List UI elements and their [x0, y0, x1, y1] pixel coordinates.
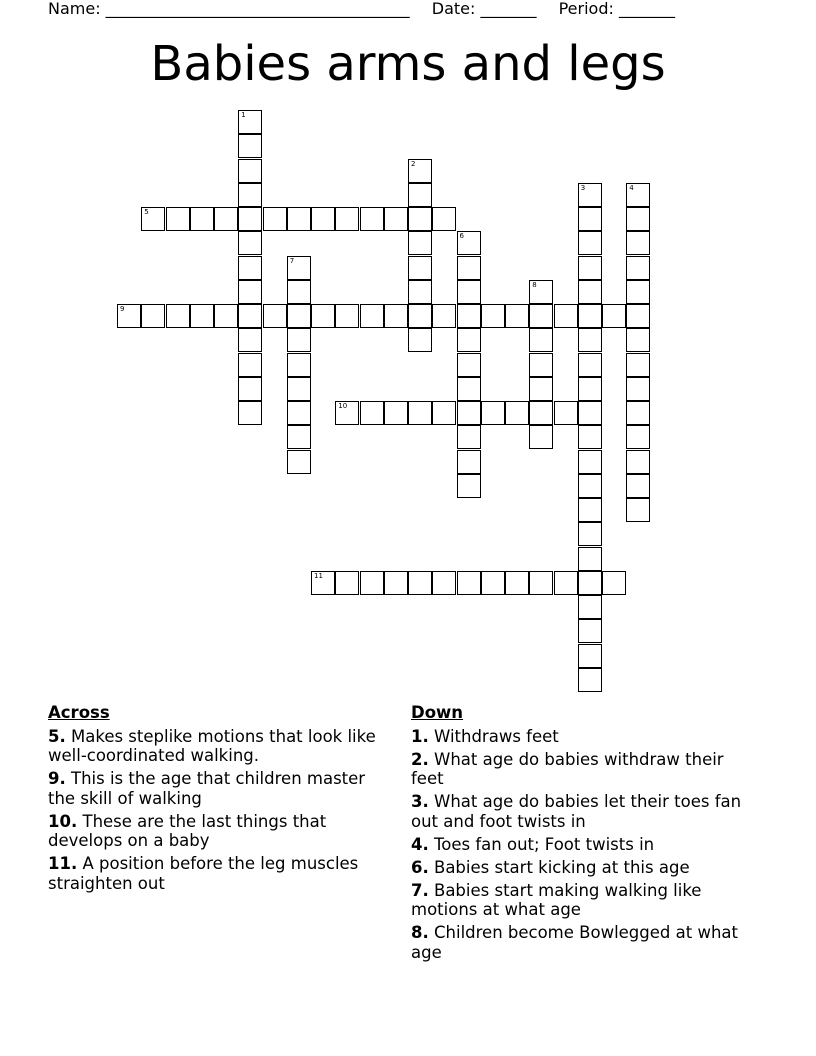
crossword-cell[interactable] [287, 256, 311, 280]
clue-text: Babies start making walking like motions at what age [411, 880, 702, 919]
crossword-cell[interactable] [384, 401, 408, 425]
crossword-cell[interactable] [311, 571, 335, 595]
crossword-cell[interactable] [238, 401, 262, 425]
crossword-cell[interactable] [166, 207, 190, 231]
clue-number-label: 8. [411, 923, 429, 942]
crossword-cell[interactable] [335, 304, 359, 328]
crossword-cell[interactable] [578, 304, 602, 328]
crossword-cell[interactable] [408, 401, 432, 425]
crossword-cell[interactable] [141, 304, 165, 328]
crossword-cell[interactable] [263, 207, 287, 231]
crossword-cell[interactable] [287, 401, 311, 425]
crossword-cell[interactable] [626, 377, 650, 401]
crossword-cell[interactable] [626, 450, 650, 474]
crossword-cell[interactable] [554, 401, 578, 425]
crossword-cell[interactable] [626, 256, 650, 280]
crossword-cell[interactable] [578, 522, 602, 546]
clue-number-label: 5. [48, 726, 66, 746]
clue-number: 9 [120, 305, 125, 313]
crossword-cell[interactable] [287, 304, 311, 328]
clue-number-label: 1. [411, 726, 429, 746]
crossword-cell[interactable] [457, 231, 481, 255]
clue-text: What age do babies let their toes fan out and foot twists in [411, 792, 742, 831]
crossword-cell[interactable] [384, 207, 408, 231]
clue-number-label: 7. [411, 880, 429, 900]
clue-number: 7 [289, 256, 295, 265]
crossword-cell[interactable] [214, 304, 238, 328]
crossword-cell[interactable] [408, 256, 432, 280]
crossword-cell[interactable] [457, 401, 481, 425]
crossword-cell[interactable] [238, 256, 262, 280]
crossword-cell[interactable] [529, 401, 553, 425]
crossword-cell[interactable] [529, 280, 553, 304]
crossword-cell[interactable] [578, 328, 602, 352]
crossword-cell[interactable] [529, 377, 553, 401]
crossword-cell[interactable] [578, 547, 602, 571]
crossword-cell[interactable] [408, 207, 432, 231]
clue-number: 8 [532, 280, 537, 289]
down-clue [411, 727, 761, 747]
crossword-cell[interactable] [263, 304, 287, 328]
crossword-cell[interactable] [505, 304, 529, 328]
crossword-cell[interactable] [481, 304, 505, 328]
crossword-cell[interactable] [408, 304, 432, 328]
crossword-cell[interactable] [287, 328, 311, 352]
down-clue-list [411, 727, 761, 963]
clue-number-label: 11. [48, 854, 78, 873]
crossword-cell[interactable] [190, 304, 214, 328]
crossword-cell[interactable] [457, 256, 481, 280]
crossword-cell[interactable] [432, 571, 456, 595]
crossword-cell[interactable] [384, 304, 408, 328]
crossword-cell[interactable] [481, 571, 505, 595]
crossword-cell[interactable] [432, 207, 456, 231]
crossword-cell[interactable] [457, 328, 481, 352]
crossword-cell[interactable] [238, 134, 262, 158]
crossword-cell[interactable] [311, 304, 335, 328]
crossword-cell[interactable] [117, 304, 141, 328]
crossword-cell[interactable] [238, 280, 262, 304]
crossword-cell[interactable] [578, 280, 602, 304]
crossword-cell[interactable] [554, 304, 578, 328]
crossword-cell[interactable] [238, 304, 262, 328]
crossword-cell[interactable] [578, 571, 602, 595]
across-heading: Across [48, 703, 110, 722]
clue-text: A position before the leg muscles straighten out [48, 854, 359, 893]
crossword-cell[interactable] [578, 595, 602, 619]
clue-number: 3 [580, 183, 586, 192]
crossword-cell[interactable] [238, 110, 262, 134]
clue-text: Makes steplike motions that look like well-coordinated walking. [48, 726, 376, 765]
clue-number: 10 [338, 402, 348, 410]
clue-number-label: 3. [411, 792, 429, 811]
clue-text: Children become Bowlegged at what age [411, 923, 738, 962]
crossword-cell[interactable] [238, 207, 262, 231]
crossword-cell[interactable] [529, 304, 553, 328]
clue-text: Babies start kicking at this age [434, 857, 690, 877]
down-heading: Down [411, 703, 464, 722]
clue-number: 2 [411, 159, 416, 168]
crossword-cell[interactable] [626, 425, 650, 449]
crossword-cell[interactable] [578, 425, 602, 449]
crossword-cell[interactable] [626, 328, 650, 352]
page-title: Babies arms and legs [150, 36, 666, 92]
down-clue [411, 923, 761, 962]
crossword-cell[interactable] [578, 644, 602, 668]
crossword-cell[interactable] [360, 401, 384, 425]
clue-number: 1 [241, 111, 246, 119]
crossword-cell[interactable] [505, 401, 529, 425]
crossword-cell[interactable] [408, 183, 432, 207]
across-clue-list [48, 727, 388, 894]
crossword-cell[interactable] [529, 328, 553, 352]
crossword-cell[interactable] [457, 377, 481, 401]
crossword-cell[interactable] [457, 425, 481, 449]
crossword-cell[interactable] [287, 425, 311, 449]
crossword-cell[interactable] [578, 474, 602, 498]
clue-number: 4 [629, 183, 634, 192]
crossword-cell[interactable] [335, 571, 359, 595]
clue-number-label: 6. [411, 857, 429, 877]
crossword-cell[interactable] [457, 474, 481, 498]
crossword-cell[interactable] [578, 668, 602, 692]
across-clue [48, 727, 388, 766]
crossword-cell[interactable] [554, 571, 578, 595]
across-clues [48, 703, 388, 897]
crossword-cell[interactable] [141, 207, 165, 231]
crossword-cell[interactable] [578, 401, 602, 425]
crossword-cell[interactable] [287, 353, 311, 377]
crossword-cell[interactable] [481, 401, 505, 425]
crossword-cell[interactable] [311, 207, 335, 231]
crossword-cell[interactable] [578, 450, 602, 474]
across-clue [48, 769, 388, 808]
across-clue [48, 854, 388, 893]
crossword-cell[interactable] [408, 328, 432, 352]
down-clue [411, 835, 761, 855]
crossword-cell[interactable] [626, 401, 650, 425]
crossword-cell[interactable] [408, 159, 432, 183]
crossword-cell[interactable] [360, 571, 384, 595]
crossword-cell[interactable] [505, 571, 529, 595]
crossword-cell[interactable] [626, 304, 650, 328]
crossword-cell[interactable] [238, 377, 262, 401]
across-clue [48, 812, 388, 851]
crossword-cell[interactable] [238, 231, 262, 255]
clue-text: What age do babies withdraw their feet [411, 749, 724, 788]
clue-number: 11 [314, 571, 323, 580]
clue-text: Toes fan out; Foot twists in [434, 834, 655, 854]
crossword-cell[interactable] [578, 377, 602, 401]
clue-number-label: 4. [411, 834, 429, 854]
crossword-cell[interactable] [626, 231, 650, 255]
crossword-cell[interactable] [602, 571, 626, 595]
crossword-cell[interactable] [457, 280, 481, 304]
crossword-cell[interactable] [529, 571, 553, 595]
crossword-cell[interactable] [578, 498, 602, 522]
crossword-cell[interactable] [166, 304, 190, 328]
down-clue [411, 858, 761, 878]
crossword-cell[interactable] [457, 353, 481, 377]
down-clue [411, 792, 761, 831]
crossword-cell[interactable] [529, 353, 553, 377]
crossword-cell[interactable] [408, 571, 432, 595]
clue-number-label: 2. [411, 749, 429, 769]
crossword-cell[interactable] [578, 619, 602, 643]
crossword-cell[interactable] [360, 304, 384, 328]
crossword-cell[interactable] [335, 401, 359, 425]
clue-text: Withdraws feet [434, 726, 559, 746]
crossword-cell[interactable] [408, 231, 432, 255]
name-field[interactable]: Name: ______________________________________ [48, 0, 410, 18]
clue-number: 5 [144, 208, 149, 216]
down-clues [411, 703, 761, 966]
down-clue [411, 881, 761, 920]
crossword-cell[interactable] [408, 280, 432, 304]
crossword-cell[interactable] [432, 304, 456, 328]
crossword-cell[interactable] [602, 304, 626, 328]
crossword-cell[interactable] [529, 425, 553, 449]
crossword-cell[interactable] [626, 280, 650, 304]
crossword-cell[interactable] [457, 304, 481, 328]
crossword-cell[interactable] [238, 328, 262, 352]
crossword-cell[interactable] [238, 159, 262, 183]
crossword-cell[interactable] [626, 353, 650, 377]
down-clue [411, 750, 761, 789]
clue-number-label: 9. [48, 769, 66, 788]
clue-text: These are the last things that develops on a baby [48, 811, 327, 850]
crossword-cell[interactable] [384, 571, 408, 595]
clue-text: This is the age that children master the skill of walking [48, 769, 366, 808]
crossword-cell[interactable] [335, 207, 359, 231]
period-field[interactable]: Period: _______ [558, 0, 675, 18]
crossword-cell[interactable] [457, 450, 481, 474]
crossword-cell[interactable] [238, 183, 262, 207]
crossword-cell[interactable] [626, 207, 650, 231]
crossword-cell[interactable] [578, 256, 602, 280]
crossword-cell[interactable] [432, 401, 456, 425]
crossword-cell[interactable] [214, 207, 238, 231]
crossword-cell[interactable] [578, 231, 602, 255]
date-field[interactable]: Date: _______ [431, 0, 537, 18]
crossword-cell[interactable] [626, 474, 650, 498]
crossword-cell[interactable] [578, 183, 602, 207]
crossword-cell[interactable] [287, 280, 311, 304]
crossword-cell[interactable] [287, 450, 311, 474]
clue-number: 6 [459, 232, 464, 241]
crossword-cell[interactable] [626, 183, 650, 207]
clue-number-label: 10. [48, 811, 78, 831]
crossword-cell[interactable] [287, 207, 311, 231]
crossword-cell[interactable] [360, 207, 384, 231]
crossword-cell[interactable] [190, 207, 214, 231]
crossword-cell[interactable] [457, 571, 481, 595]
crossword-cell[interactable] [238, 353, 262, 377]
crossword-cell[interactable] [626, 498, 650, 522]
crossword-cell[interactable] [578, 353, 602, 377]
crossword-cell[interactable] [578, 207, 602, 231]
crossword-cell[interactable] [287, 377, 311, 401]
